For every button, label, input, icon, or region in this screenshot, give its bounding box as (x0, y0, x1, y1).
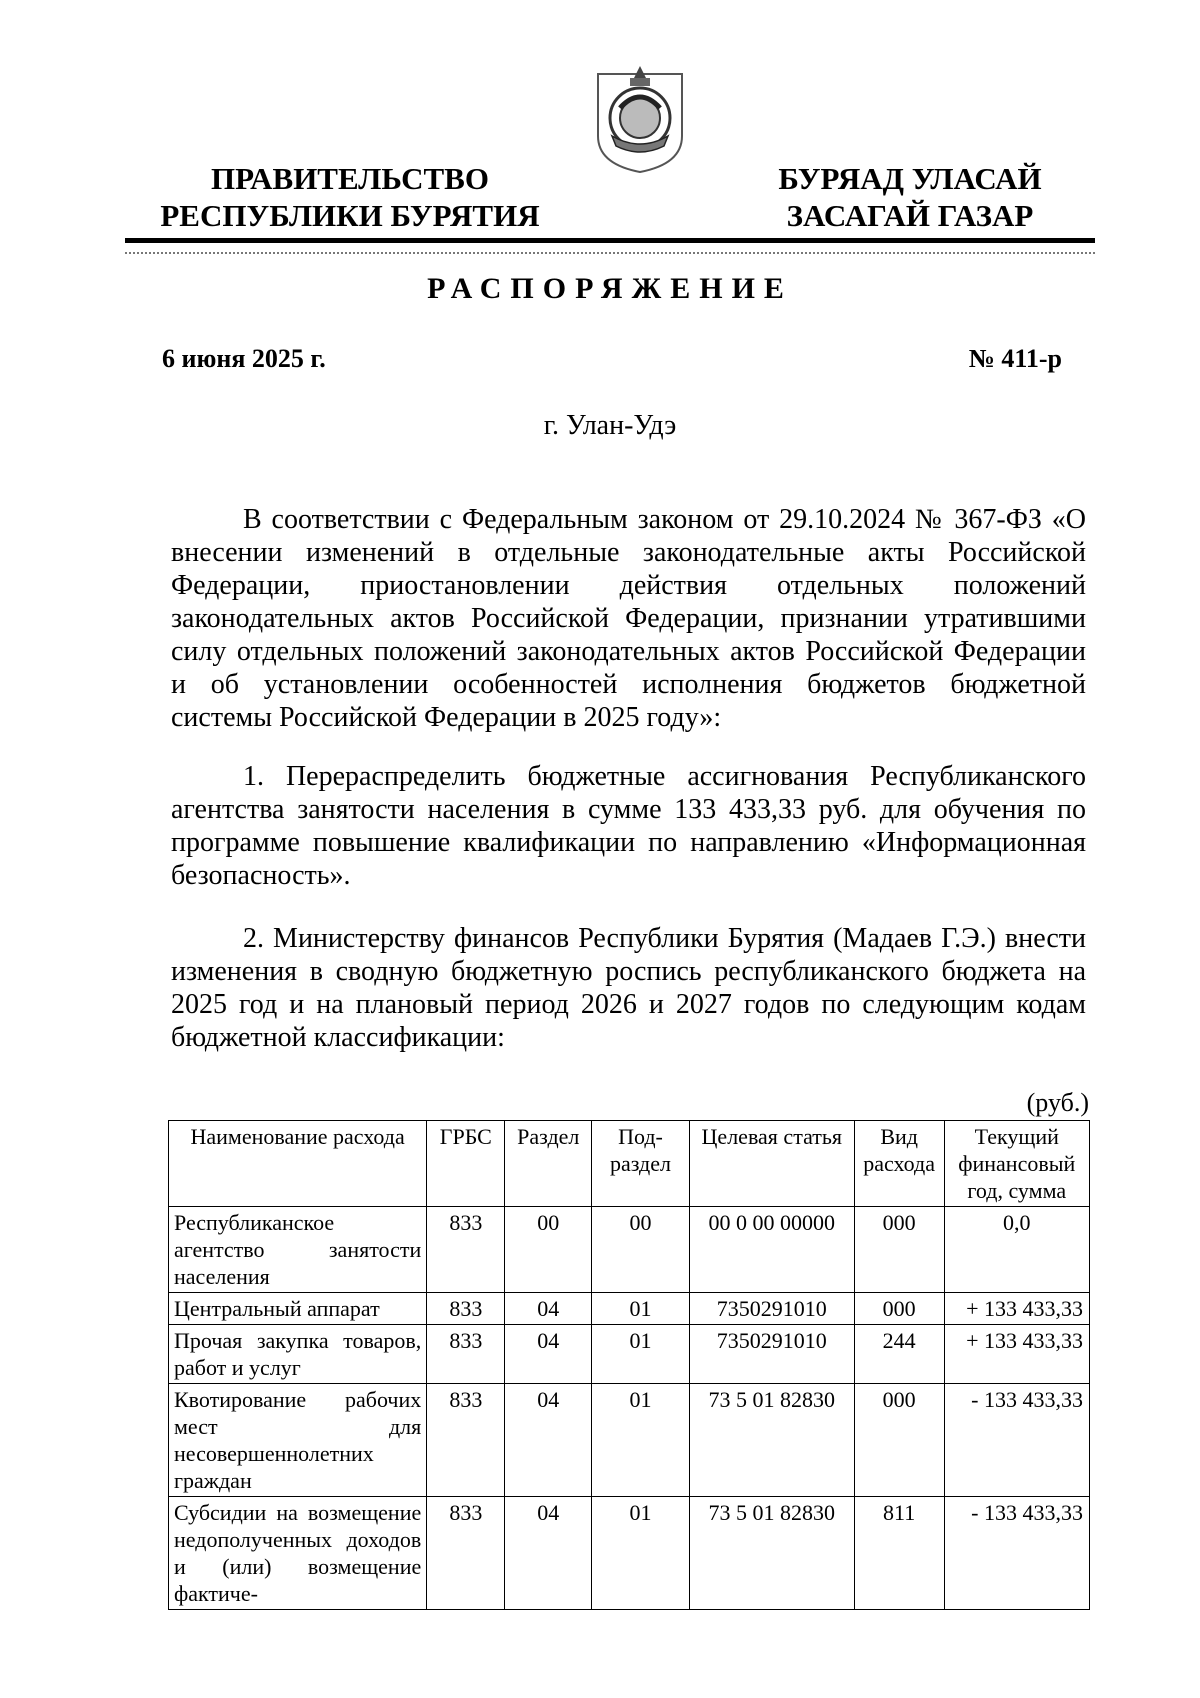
item-2-text: 2. Министерству финансов Республики Бурятия (Мадаев Г.Э.) внести изменения в сводную бюджетную роспись республиканского бюджета на 2025 год и на плановый период 2026 и 2027 годов по следующим кодам бюджетной классификации: (171, 923, 1086, 1053)
cell-amount: - 133 433,33 (944, 1384, 1089, 1497)
header-grbs: ГРБС (427, 1121, 505, 1207)
document-city: г. Улан-Удэ (543, 410, 677, 441)
cell-subsection: 00 (592, 1207, 690, 1293)
table-unit: (руб.) (1026, 1088, 1089, 1117)
cell-grbs: 833 (427, 1293, 505, 1325)
header-divider-thick (125, 238, 1095, 243)
header-right-line1: БУРЯАД УЛАСАЙ (778, 161, 1042, 196)
cell-section: 04 (505, 1384, 592, 1497)
table-row (169, 1384, 1090, 1497)
cell-grbs: 833 (427, 1207, 505, 1293)
item-1-paragraph (171, 760, 1086, 892)
intro-paragraph (171, 503, 1086, 734)
cell-grbs: 833 (427, 1384, 505, 1497)
cell-expense-type: 000 (854, 1384, 944, 1497)
item-2-paragraph (171, 922, 1086, 1054)
cell-name: Прочая закупка товаров, работ и услуг (169, 1325, 427, 1384)
header-expense-type: Вид расхода (854, 1121, 944, 1207)
cell-grbs: 833 (427, 1497, 505, 1610)
table-row (169, 1325, 1090, 1384)
cell-name: Квотирование рабочих мест для несовершеннолетних граждан (169, 1384, 427, 1497)
cell-amount: - 133 433,33 (944, 1497, 1089, 1610)
header-left-line1: ПРАВИТЕЛЬСТВО (211, 161, 489, 196)
cell-name: Субсидии на возмещение недополученных доходов и (или) возмещение фактиче- (169, 1497, 427, 1610)
header-left-line2: РЕСПУБЛИКИ БУРЯТИЯ (160, 198, 540, 233)
cell-name: Центральный аппарат (169, 1293, 427, 1325)
table-header-row (169, 1121, 1090, 1207)
cell-amount: + 133 433,33 (944, 1293, 1089, 1325)
cell-expense-type: 000 (854, 1207, 944, 1293)
header-name: Наименование расхода (169, 1121, 427, 1207)
cell-subsection: 01 (592, 1293, 690, 1325)
header-subsection: Под-раздел (592, 1121, 690, 1207)
cell-name: Республиканское агентство занятости населения (169, 1207, 427, 1293)
cell-target: 7350291010 (689, 1325, 854, 1384)
document-number: № 411-р (968, 344, 1062, 373)
cell-target: 73 5 01 82830 (689, 1384, 854, 1497)
header-divider-thin (125, 252, 1095, 254)
cell-section: 04 (505, 1325, 592, 1384)
table-row (169, 1293, 1090, 1325)
intro-text: В соответствии с Федеральным законом от 29.10.2024 № 367-ФЗ «О внесении изменений в отдельные законодательные акты Российской Федерации, приостановлении действия отдельных положений законодательных актов Российской Федерации, признании утратившими силу отдельных положений законодательных актов Российской Федерации и об установлении особенностей исполнения бюджетов бюджетной системы Российской Федерации в 2025 году»: (171, 504, 1086, 733)
cell-grbs: 833 (427, 1325, 505, 1384)
cell-target: 00 0 00 00000 (689, 1207, 854, 1293)
coat-of-arms-emblem (590, 56, 690, 176)
cell-subsection: 01 (592, 1497, 690, 1610)
table-row (169, 1207, 1090, 1293)
header-section: Раздел (505, 1121, 592, 1207)
document-date: 6 июня 2025 г. (162, 344, 326, 373)
header-right-line2: ЗАСАГАЙ ГАЗАР (786, 198, 1034, 233)
cell-subsection: 01 (592, 1384, 690, 1497)
cell-section: 00 (505, 1207, 592, 1293)
cell-subsection: 01 (592, 1325, 690, 1384)
cell-expense-type: 811 (854, 1497, 944, 1610)
cell-expense-type: 244 (854, 1325, 944, 1384)
cell-target: 7350291010 (689, 1293, 854, 1325)
cell-amount: 0,0 (944, 1207, 1089, 1293)
cell-target: 73 5 01 82830 (689, 1497, 854, 1610)
document-type: РАСПОРЯЖЕНИЕ (427, 272, 793, 305)
item-1-text: 1. Перераспределить бюджетные ассигнования Республиканского агентства занятости населения в сумме 133 433,33 руб. для обучения по программе повышение квалификации по направлению «Информационная безопасность». (171, 761, 1086, 891)
header-target: Целевая статья (689, 1121, 854, 1207)
cell-section: 04 (505, 1497, 592, 1610)
budget-table (168, 1120, 1090, 1610)
header-left (150, 160, 550, 234)
cell-expense-type: 000 (854, 1293, 944, 1325)
cell-section: 04 (505, 1293, 592, 1325)
header-amount: Текущий финансовый год, сумма (944, 1121, 1089, 1207)
cell-amount: + 133 433,33 (944, 1325, 1089, 1384)
header-right (740, 160, 1080, 234)
table-row (169, 1497, 1090, 1610)
